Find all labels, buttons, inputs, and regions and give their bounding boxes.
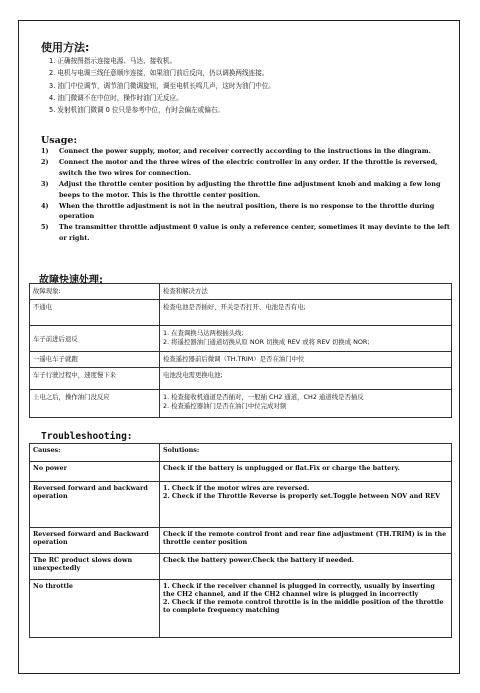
cause-cell: Reversed forward and backward operation bbox=[30, 482, 160, 528]
solution-line: 1. Check if the motor wires are reversed. bbox=[163, 484, 310, 492]
cause-cell: No power bbox=[30, 462, 160, 482]
header-cell: Solutions: bbox=[160, 444, 452, 462]
solution-line: 1. 在查调换马达两根插头线; bbox=[163, 329, 244, 337]
symptom-cell: 车子行驶过程中，速度慢下来 bbox=[30, 368, 160, 390]
solution-line: 2. Check if the Throttle Reverse is properly set.Toggle between NOV and REV bbox=[163, 492, 441, 500]
en-usage-item bbox=[41, 222, 457, 244]
cause-cell: Reversed forward and Backward operation bbox=[30, 528, 160, 554]
header-cell: 检查和解决方法 bbox=[160, 284, 452, 300]
solution-line: 电池没电需更换电池; bbox=[163, 371, 223, 379]
solution-line: Check if the remote control front and rear fine adjustment (TH.TRIM) is in the throttle center position bbox=[163, 530, 447, 546]
solution-cell bbox=[160, 368, 452, 390]
table-row bbox=[30, 462, 452, 482]
solution-line: 1. Check if the receiver channel is plugged in correctly, usually by inserting the CH2 channel, and if the CH2 channel wire is plugged in incorrectly bbox=[163, 582, 435, 598]
zh-usage-item: 5. 发射机油门微调 0 位只是参考中位，有时会偏左或偏右。 bbox=[49, 106, 225, 115]
table-row bbox=[30, 326, 452, 352]
solution-cell bbox=[160, 352, 452, 368]
en-usage-item bbox=[41, 157, 457, 179]
symptom-cell: 不通电 bbox=[30, 300, 160, 326]
symptom-cell bbox=[30, 326, 160, 352]
zh-usage-item: 4. 油门微调不在中位时，操作时油门无反应。 bbox=[49, 93, 183, 102]
solution-line: 2. 检查遥控器油门是否在油门中位完成对频 bbox=[163, 402, 287, 410]
en-usage-title: Usage: bbox=[41, 135, 77, 146]
solution-cell bbox=[160, 482, 452, 528]
item-number: 3) bbox=[41, 179, 49, 188]
table-row bbox=[30, 352, 452, 368]
zh-usage-title: 使用方法: bbox=[41, 41, 90, 54]
solution-cell bbox=[160, 554, 452, 580]
solution-line: 2. 将遥控器油门通道切换从原 NOR 切换成 REV 或将 REV 切换成 NOR; bbox=[163, 338, 370, 346]
table-row bbox=[30, 482, 452, 528]
solution-cell bbox=[160, 390, 452, 418]
en-usage-item bbox=[41, 179, 457, 201]
symptom-cell: 上电之后，操作油门没反应 bbox=[30, 390, 160, 418]
symptom-text: 车子前进后退反 bbox=[33, 335, 78, 343]
table-row bbox=[30, 390, 452, 418]
cause-cell: No throttle bbox=[30, 580, 160, 638]
table-row bbox=[30, 368, 452, 390]
en-usage-item bbox=[41, 146, 457, 157]
solution-line: 2. Check if the remote control throttle is in the middle position of the throttle to complete frequency matching bbox=[163, 598, 444, 614]
item-number: 5) bbox=[41, 223, 49, 232]
solution-line: Check if the battery is unplugged or flat.Fix or charge the battery. bbox=[163, 464, 400, 472]
item-text: Adjust the throttle center position by adjusting the throttle fine adjustment knob and making a few long beeps to the motor. This is the throttle center position. bbox=[59, 179, 441, 199]
solution-line: 检查遥控器前后微调（TH.TRIM）是否在油门中位 bbox=[163, 355, 305, 363]
solution-cell bbox=[160, 300, 452, 326]
item-text: When the throttle adjustment is not in the neutral position, there is no response to the throttle during operation bbox=[59, 201, 435, 221]
en-troubleshoot-title: Troubleshooting: bbox=[41, 431, 133, 442]
symptom-cell: 一遥电车子就跑 bbox=[30, 352, 160, 368]
en-usage-list bbox=[41, 146, 457, 244]
solution-cell bbox=[160, 462, 452, 482]
en-troubleshoot-table bbox=[29, 443, 452, 638]
item-number: 4) bbox=[41, 201, 49, 210]
item-text: Connect the motor and the three wires of the electric controller in any order. If the throttle is reversed, switch the two wires for connection. bbox=[59, 157, 438, 177]
instruction-sheet bbox=[18, 20, 460, 674]
solution-line: 检查电池是否插好、开关是否打开、电池是否有电; bbox=[163, 303, 306, 311]
zh-usage-item: 1. 正确按图指示连接电源、马达、接收机。 bbox=[49, 57, 177, 65]
table-row bbox=[30, 528, 452, 554]
item-number: 1) bbox=[41, 147, 49, 155]
table-row bbox=[30, 554, 452, 580]
zh-usage-list bbox=[49, 55, 449, 116]
table-header-row bbox=[30, 284, 452, 300]
en-usage-item bbox=[41, 201, 457, 223]
solution-cell bbox=[160, 326, 452, 352]
item-number: 2) bbox=[41, 157, 49, 166]
header-cell: 故障现象: bbox=[30, 284, 160, 300]
table-row bbox=[30, 580, 452, 638]
solution-line: Check the battery power.Check the battery if needed. bbox=[163, 556, 354, 564]
header-cell: Causes: bbox=[30, 444, 160, 462]
table-row bbox=[30, 300, 452, 326]
table-header-row bbox=[30, 444, 452, 462]
cause-cell: The RC product slows down unexpectedly bbox=[30, 554, 160, 580]
zh-usage-item: 2. 电机与电调三线任意顺序连接，如果油门前后反向，仍以调换两线连接。 bbox=[49, 69, 269, 78]
solution-cell bbox=[160, 528, 452, 554]
item-text: Connect the power supply, motor, and receiver correctly according to the instructions in the dingram. bbox=[59, 147, 431, 155]
zh-usage-item: 3. 油门中位调节，调节油门微调旋钮，调至电机长鸣几声，这时为油门中位。 bbox=[49, 81, 275, 90]
zh-troubleshoot-table bbox=[29, 283, 452, 418]
solution-cell bbox=[160, 580, 452, 638]
solution-line: 1. 检查接收机通道是否插对，一般插 CH2 通道，CH2 通道线是否插反 bbox=[163, 393, 364, 401]
zh-troubleshoot-title: 故障快速处理: bbox=[39, 275, 103, 286]
item-text: The transmitter throttle adjustment 0 value is only a reference center, sometimes it may devinte to the left or right. bbox=[59, 223, 450, 243]
